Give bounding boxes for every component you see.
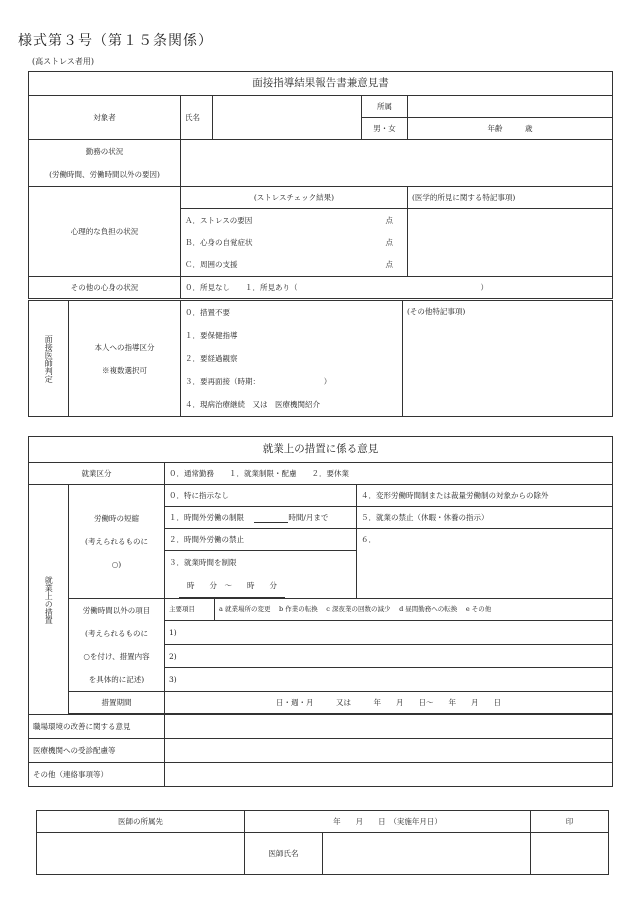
non-hours-item-2[interactable]: 2) <box>165 644 613 668</box>
referral-label: 医療機関への受診配慮等 <box>29 739 165 763</box>
guidance-item-1[interactable]: １．要保健指導 <box>185 331 238 340</box>
shorten-title: 労働時の短縮 <box>94 514 139 523</box>
workplace-label: 職場環境の改善に関する意見 <box>29 715 165 739</box>
period-label: 措置期間 <box>69 692 165 714</box>
right-item-6[interactable]: ６． <box>357 529 613 599</box>
other-condition-label: その他の心身の状況 <box>29 277 181 299</box>
seal-label: 印 <box>531 811 609 833</box>
measures-label: 就業上の措置 <box>29 485 69 715</box>
non-hours-label: 労働時間以外の項目 (考えられるものに ○を付け、措置内容 を具体的に記述) <box>69 599 165 692</box>
report-title: 面接指導結果報告書兼意見書 <box>29 72 613 96</box>
report-table <box>28 71 613 299</box>
other-condition-field[interactable] <box>181 277 613 299</box>
stress-check-header: (ストレスチェック結果) <box>181 187 408 209</box>
measures-title: 就業上の措置に係る意見 <box>29 437 613 463</box>
work-status-sub: (労働時間、労働時間以外の要因) <box>49 170 160 179</box>
judgement-table <box>28 300 613 417</box>
shorten-item-3[interactable]: ３．就業時間を制限 時 分 ～ 時 分 <box>165 551 357 599</box>
form-subtitle: (高ストレス者用) <box>32 57 95 66</box>
right-item-4[interactable]: ４．変形労働時間制または裁量労働制の対象からの除外 <box>357 485 613 507</box>
doctor-affiliation-label: 医師の所属先 <box>37 811 245 833</box>
work-status-title: 勤務の状況 <box>85 147 124 156</box>
work-category-field[interactable]: ０．通常勤務 １．就業制限・配慮 ２．要休業 <box>165 463 613 485</box>
measures-table <box>28 436 613 787</box>
shorten-label <box>69 485 165 599</box>
doctor-name-field[interactable] <box>323 833 531 875</box>
period-field[interactable]: 日・週・月 又は 年 月 日～ 年 月 日 <box>165 692 613 714</box>
target-label: 対象者 <box>29 96 181 140</box>
name-field[interactable] <box>213 96 362 140</box>
stress-item-b: Ｂ．心身の自覚症状 点 <box>185 237 393 247</box>
main-items[interactable]: a 就業場所の変更 b 作業の転換 c 深夜業の回数の減少 d 昼間勤務への転換 e その他 <box>215 599 613 621</box>
doctor-table <box>36 810 609 875</box>
guidance-item-0[interactable]: ０．措置不要 <box>185 308 230 317</box>
doctor-name-label: 医師氏名 <box>245 833 323 875</box>
sex-select[interactable]: 男・女 <box>362 118 408 140</box>
judgement-label: 面接医師判定 <box>29 301 69 417</box>
other-field[interactable] <box>165 763 613 787</box>
shorten-item-0[interactable]: ０．特に指示なし <box>165 485 357 507</box>
stress-item-c: Ｃ．周囲の支援 点 <box>185 259 393 269</box>
guidance-note: ※複数選択可 <box>102 365 147 375</box>
form-title: 様式第３号（第１５条関係） <box>18 33 213 49</box>
dept-label: 所属 <box>362 96 408 118</box>
workplace-field[interactable] <box>165 715 613 739</box>
name-label: 氏名 <box>181 96 213 140</box>
right-item-5[interactable]: ５．就業の禁止（休暇・休養の指示） <box>357 507 613 529</box>
dept-field[interactable] <box>408 96 613 118</box>
medical-field[interactable] <box>408 209 613 277</box>
guidance-item-2[interactable]: ２．要経過観察 <box>185 354 238 363</box>
work-status-field[interactable] <box>181 140 613 187</box>
guidance-item-3[interactable]: ３．要再面接（時期： ） <box>185 377 332 386</box>
psych-label: 心理的な負担の状況 <box>29 187 181 277</box>
stress-item-a: Ａ．ストレスの要因 点 <box>185 215 393 225</box>
shorten-item-2[interactable]: ２．時間外労働の禁止 <box>165 529 357 551</box>
guidance-items[interactable] <box>181 301 403 417</box>
main-items-label: 主要項目 <box>165 599 215 621</box>
time-range[interactable]: 時 分 ～ 時 分 <box>179 574 285 598</box>
age-field[interactable]: 年齢 歳 <box>408 118 613 140</box>
doctor-affiliation-field[interactable] <box>37 833 245 875</box>
special-notes-field[interactable] <box>403 301 613 417</box>
other-label: その他（連絡事項等） <box>29 763 165 787</box>
seal-field[interactable] <box>531 833 609 875</box>
non-hours-item-3[interactable]: 3) <box>165 668 613 692</box>
work-category-label: 就業区分 <box>29 463 165 485</box>
guidance-item-4[interactable]: ４．現病治療継続 又は 医療機関紹介 <box>185 400 320 409</box>
shorten-note1: (考えられるものに <box>85 537 148 546</box>
other-condition-value: ０．所見なし １．所見あり（ <box>185 283 298 292</box>
referral-field[interactable] <box>165 739 613 763</box>
medical-header: (医学的所見に関する特記事項) <box>408 187 613 209</box>
stress-items <box>181 209 408 277</box>
date-label[interactable]: 年 月 日 （実施年月日） <box>245 811 531 833</box>
special-notes-label: (その他特記事項) <box>407 307 466 316</box>
guidance-label <box>69 301 181 417</box>
shorten-note2: ○) <box>111 560 122 569</box>
work-status-label <box>29 140 181 187</box>
hours-unit: 時間/月まで <box>288 512 329 522</box>
other-condition-close: ） <box>480 283 488 292</box>
non-hours-item-1[interactable]: 1) <box>165 621 613 645</box>
shorten-item-1[interactable]: １．時間外労働の制限 時間/月まで <box>165 507 357 529</box>
guidance-title: 本人への指導区分 <box>94 342 155 352</box>
